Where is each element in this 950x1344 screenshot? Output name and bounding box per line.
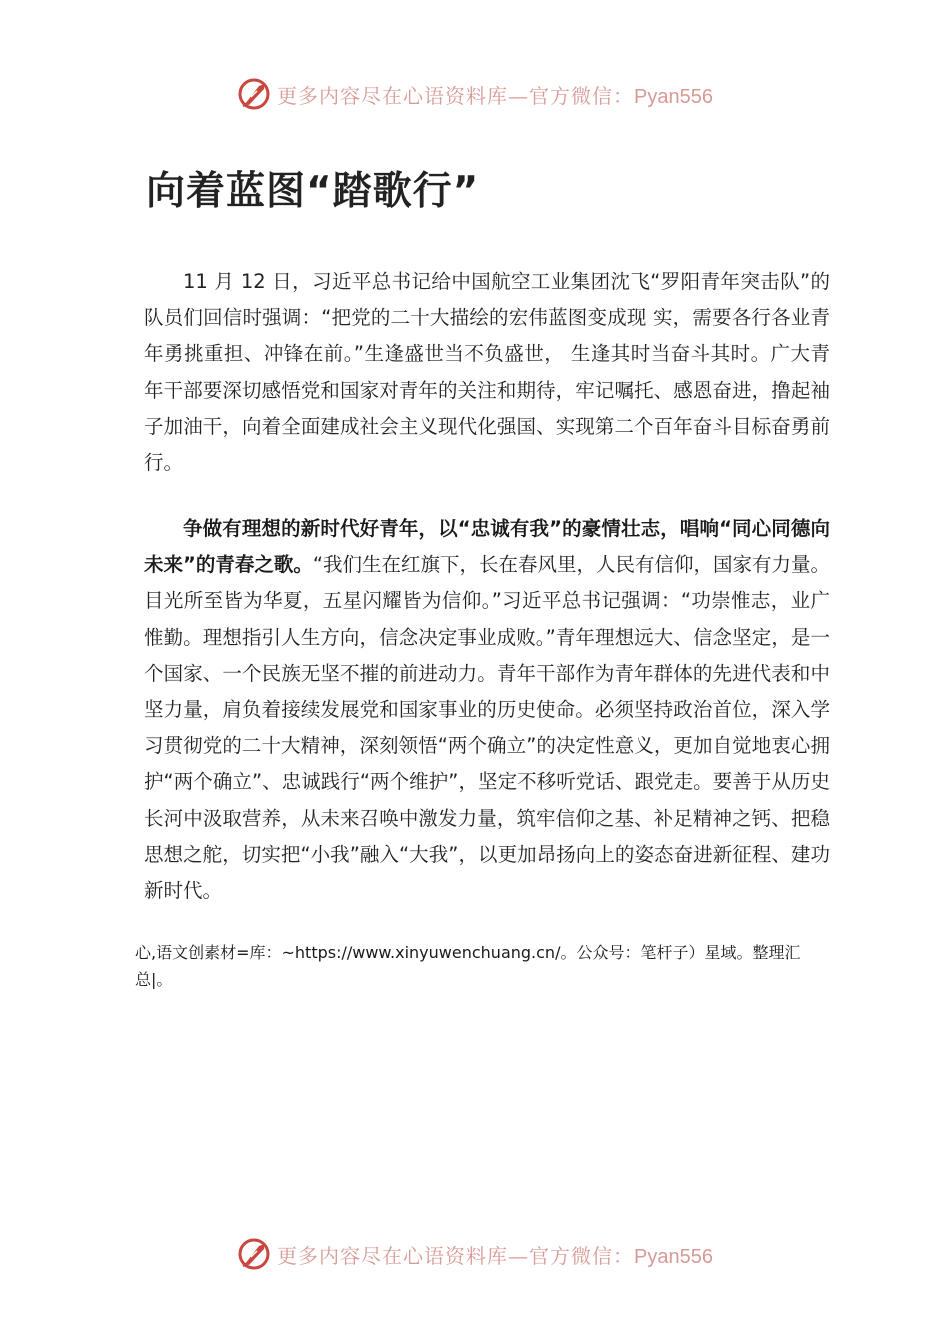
article-paragraph-2 bbox=[144, 511, 830, 909]
footer-banner-text bbox=[277, 1240, 713, 1269]
quill-logo-icon bbox=[237, 1237, 271, 1271]
footer-wechat-id: Pyan556 bbox=[634, 1245, 713, 1268]
header-banner bbox=[0, 74, 950, 114]
article-title: 向着蓝图“踏歌行” bbox=[146, 169, 480, 214]
footer-banner-content bbox=[237, 1237, 713, 1271]
paragraph-2-body: “我们生在红旗下，长在春风里，人民有信仰，国家有力量。目光所至皆为华夏，五星闪耀皆为信仰。”习近平总书记强调：“功崇惟志，业广惟勤。理想指引人生方向，信念决定事业成败。”青年理想远大、信念坚定，是一个国家、一个民族无坚不摧的前进动力。青年干部作为青年群体的先进代表和中坚力量，肩负着接续发展党和国家事业的历史使命。必须坚持政治首位，深入学习贯彻党的二十大精神，深刻领悟“两个确立”的决定性意义，更加自觉地衷心拥护“两个确立”、忠诚践行“两个维护”，坚定不移听党话、跟党走。要善于从历史长河中汲取营养，从未来召唤中激发力量，筑牢信仰之基、补足精神之钙、把稳思想之舵，切实把“小我”融入“大我”，以更加昂扬向上的姿态奋进新征程、建功新时代。 bbox=[144, 553, 830, 903]
paragraph-2-lead-bold: 争做有理想的新时代好青年，以“忠诚有我”的豪情壮志，唱响“同心同德向未来”的青春之歌。 bbox=[144, 517, 830, 577]
article-paragraph-1: 11 月 12 日，习近平总书记给中国航空工业集团沈飞“罗阳青年突击队”的队员们回信时强调：“把党的二十大描绘的宏伟蓝图变成现 实，需要各行各业青年勇挑重担、冲锋在前。”生逢盛世当不负盛世， 生逢其时当奋斗其时。广大青年干部要深切感悟党和国家对青年的关注和期待，牢记嘱托、感恩奋进，撸起袖子加油干，向着全面建成社会主义现代化强国、实现第二个百年奋斗目标奋勇前行。 bbox=[144, 270, 830, 475]
header-wechat-id: Pyan556 bbox=[634, 85, 713, 108]
header-banner-content bbox=[237, 77, 713, 111]
quill-logo-icon bbox=[237, 77, 271, 111]
header-banner-label: 更多内容尽在心语资料库—官方微信： bbox=[277, 83, 635, 108]
source-note: 心,语文创素材=库：~https://www.xinyuwenchuang.cn/。公众号：笔杆子）星域。整理汇总|。 bbox=[135, 943, 801, 989]
header-banner-text bbox=[277, 80, 713, 109]
footer-banner-label: 更多内容尽在心语资料库—官方微信： bbox=[277, 1243, 635, 1268]
footer-banner bbox=[0, 1234, 950, 1274]
